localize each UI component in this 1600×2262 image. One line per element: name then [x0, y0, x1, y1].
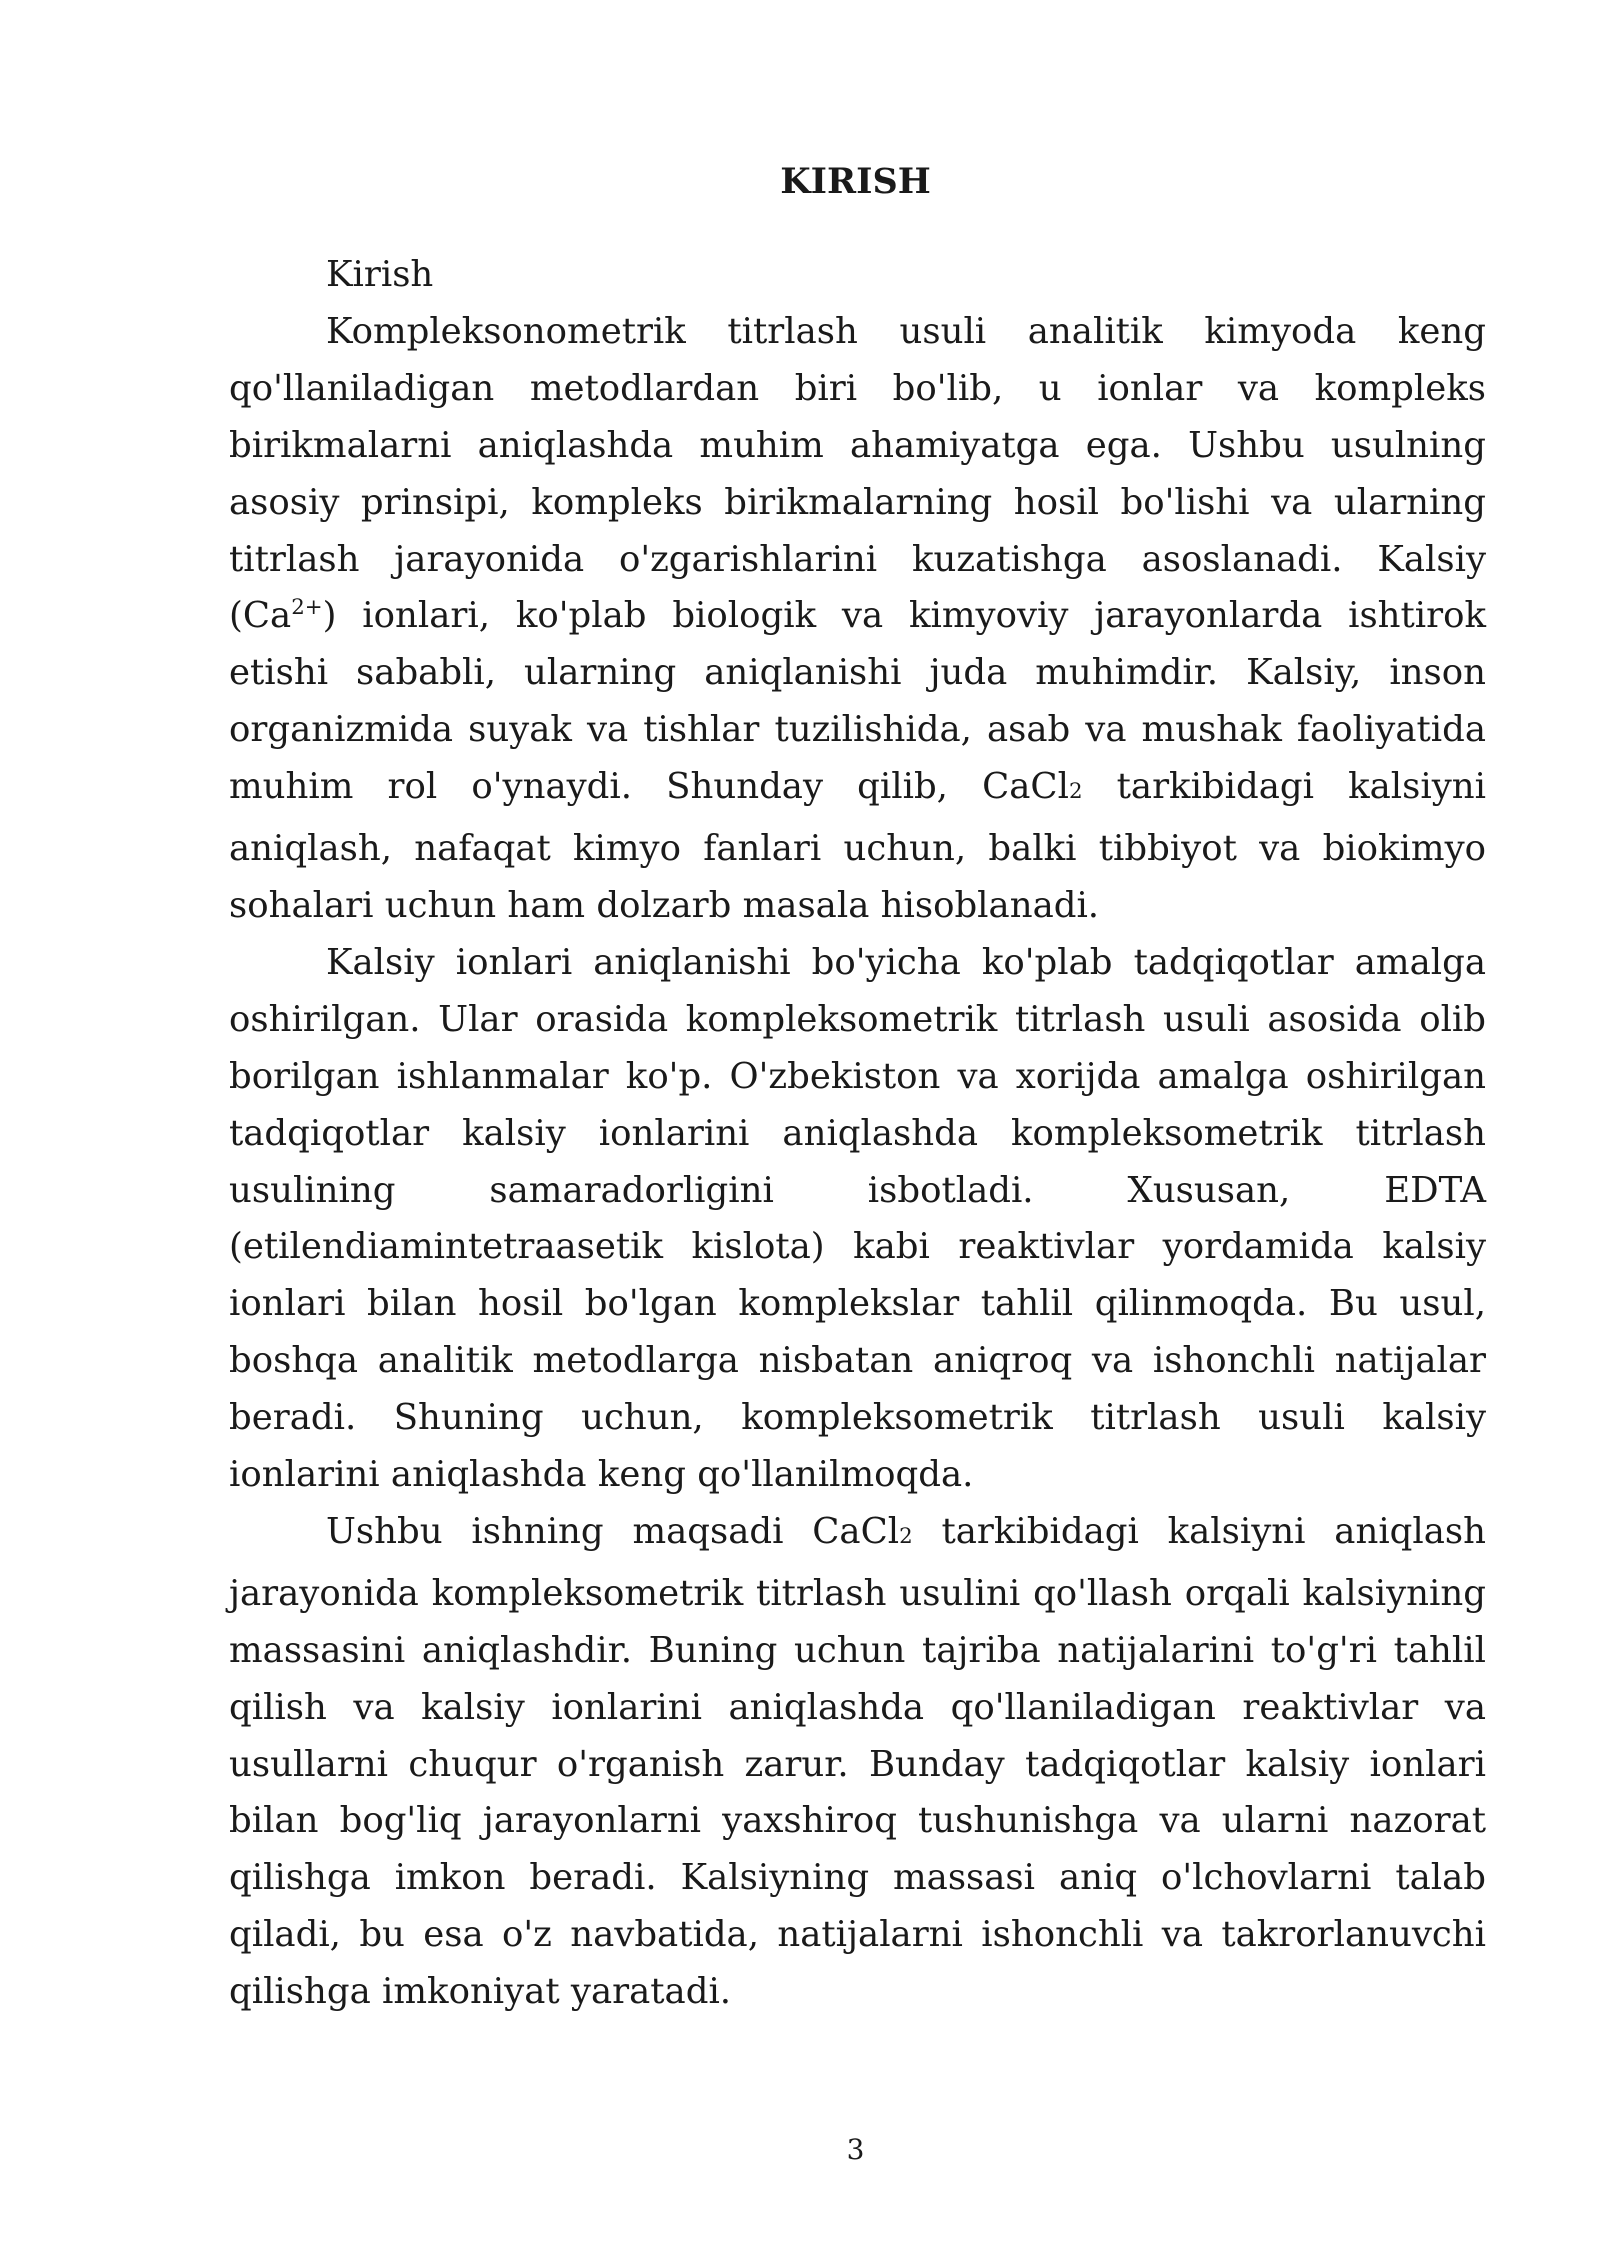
paragraph-1-part-c: tarkibidagi kalsiyni aniqlash, nafaqat kimyo fanlari uchun, balki tibbiyot va biokimyo sohalari uchun ham dolzarb masala hisoblanadi.	[229, 766, 1486, 926]
calcium-charge-superscript: 2+	[291, 595, 323, 621]
paragraph-1-part-b: ) ionlari, ko'plab biologik va kimyoviy jarayonlarda ishtirok etishi sababli, ularning aniqlanishi juda muhimdir. Kalsiy, inson organizmida suyak va tishlar tuzilishida, asab va mushak faoliyatida muhim rol o'ynaydi. Shunday qilib, CaCl	[229, 595, 1486, 808]
chloride-subscript: 2	[1068, 779, 1083, 805]
page-heading: KIRISH	[780, 161, 931, 202]
paragraph-3	[229, 1504, 1486, 2021]
paragraph-3-part-b: tarkibidagi kalsiyni aniqlash jarayonida kompleksometrik titrlash usulini qo'llash orqali kalsiyning massasini aniqlashdir. Buning uchun tajriba natijalarini to'g'ri tahlil qilish va kalsiy ionlarini aniqlashda qo'llaniladigan reaktivlar va usullarni chuqur o'rganish zarur. Bunday tadqiqotlar kalsiy ionlari bilan bog'liq jarayonlarni yaxshiroq tushunishga va ularni nazorat qilishga imkon beradi. Kalsiyning massasi aniq o'lchovlarni talab qiladi, bu esa o'z navbatida, natijalarni ishonchli va takrorlanuvchi qilishga imkoniyat yaratadi.	[229, 1510, 1487, 2013]
page-number: 3	[846, 2133, 865, 2166]
paragraph-2: Kalsiy ionlari aniqlanishi bo'yicha ko'plab tadqiqotlar amalga oshirilgan. Ular orasida kompleksometrik titrlash usuli asosida olib borilgan ishlanmalar ko'p. O'zbekiston va xorijda amalga oshirilgan tadqiqotlar kalsiy ionlarini aniqlashda kompleksometrik titrlash usulining samaradorligini isbotladi. Xususan, EDTA (etilendiamintetraasetik kislota) kabi reaktivlar yordamida kalsiy ionlari bilan hosil bo'lgan komplekslar tahlil qilinmoqda. Bu usul, boshqa analitik metodlarga nisbatan aniqroq va ishonchli natijalar beradi. Shuning uchun, kompleksometrik titrlash usuli kalsiy ionlarini aniqlashda keng qo'llanilmoqda.	[229, 941, 1486, 1496]
paragraph-1	[229, 304, 1486, 935]
section-subheading: Kirish	[326, 254, 434, 295]
paragraph-3-part-a: Ushbu ishning maqsadi CaCl	[326, 1510, 900, 1552]
chloride-subscript-2: 2	[899, 1523, 913, 1549]
body-text	[229, 247, 1486, 2021]
paragraph-1-part-a: Kompleksonometrik titrlash usuli analitik kimyoda keng qo'llaniladigan metodlardan biri bo'lib, u ionlar va kompleks birikmalarni aniqlashda muhim ahamiyatga ega. Ushbu usulning asosiy prinsipi, kompleks birikmalarning hosil bo'lishi va ularning titrlash jarayonida o'zgarishlarini kuzatishga asoslanadi. Kalsiy (Ca	[229, 310, 1486, 637]
